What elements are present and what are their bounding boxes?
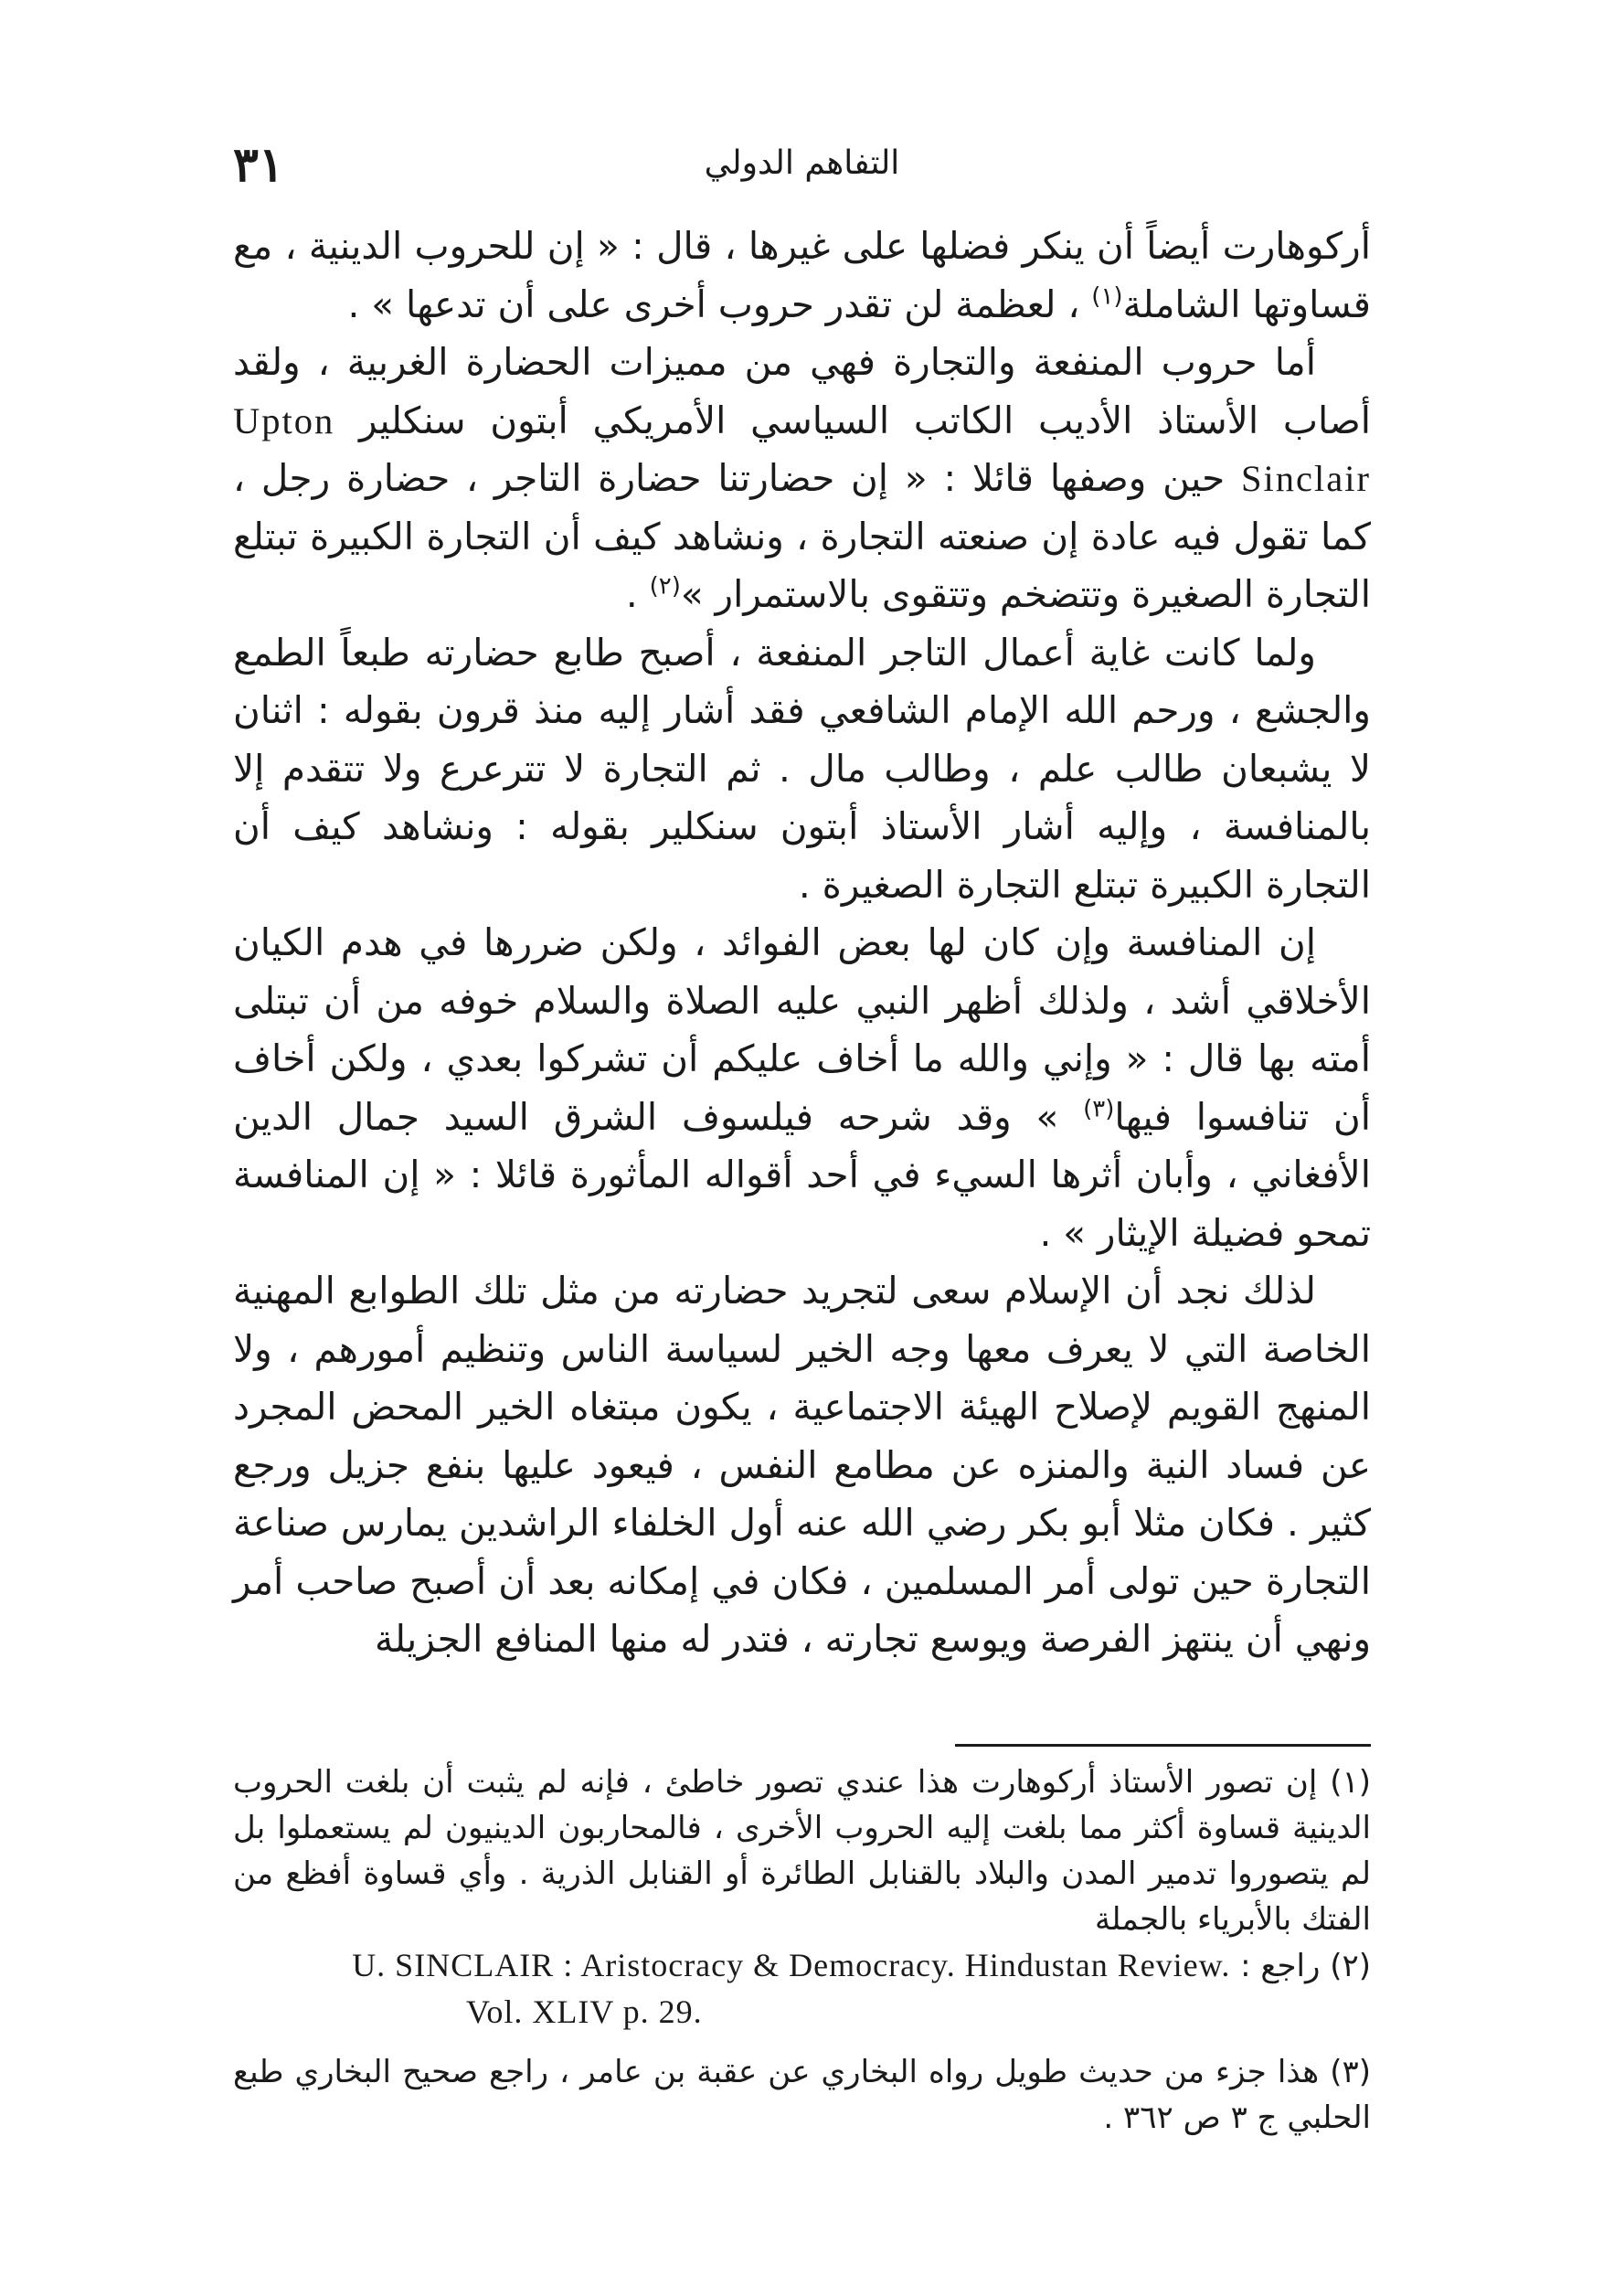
footnote-2-volume: Vol. XLIV p. 29. — [466, 1993, 703, 2030]
footnote-2 — [233, 1942, 1371, 1989]
footnote-2-label: (٢) راجع : — [1240, 1948, 1371, 1984]
footnote-ref-2: (٢) — [649, 572, 681, 601]
main-text — [233, 218, 1371, 1669]
paragraph-4-text-b: » وقد شرحه فيلسوف الشرق السيد جمال الدين الأفغاني ، وأبان أثرها السيء في أحد أقواله المأثورة قائلا : « إن المنافسة تمحو فضيلة الإيثار » . — [233, 1094, 1371, 1255]
paragraph-1 — [233, 218, 1371, 334]
paragraph-1-text-b: ، لعظمة لن تقدر حروب أخرى على أن تدعها » . — [347, 282, 1092, 326]
paragraph-5: لذلك نجد أن الإسلام سعى لتجريد حضارته من مثل تلك الطوابع المهنية الخاصة التي لا يعرف معها وجه الخير لسياسة الناس وتنظيم أمورهم ، ولا المنهج القويم لإصلاح الهيئة الاجتماعية ، يكون مبتغاه الخير المحض المجرد عن فساد النية والمنزه عن مطامع النفس ، فيعود عليها بنفع جزيل ورجع كثير . فكان مثلا أبو بكر رضي الله عنه أول الخلفاء الراشدين يمارس صناعة التجارة حين تولى أمر المسلمين ، فكان في إمكانه بعد أن أصبح صاحب أمر ونهي أن ينتهز الفرصة ويوسع تجارته ، فتدر له منها المنافع الجزيلة — [233, 1269, 1371, 1661]
footnote-ref-1: (١) — [1091, 282, 1123, 310]
paragraph-3: ولما كانت غاية أعمال التاجر المنفعة ، أصبح طابع حضارته طبعاً الطمع والجشع ، ورحم الله الإمام الشافعي فقد أشار إليه منذ قرون بقوله : اثنان لا يشبعان طالب علم ، وطالب مال . ثم التجارة لا تترعرع ولا تتقدم إلا بالمنافسة ، وإليه أشار الأستاذ أبتون سنكلير بقوله : ونشاهد كيف أن التجارة الكبيرة تبتلع التجارة الصغيرة . — [233, 630, 1371, 907]
paragraph-2 — [233, 334, 1371, 624]
latin-name-upton-sinclair: Upton Sinclair — [233, 399, 1371, 499]
footnote-ref-3: (٣) — [1083, 1095, 1115, 1122]
paragraph-2-text-b: حين وصفها قائلا : « إن حضارتنا حضارة التاجر ، حضارة رجل ، كما تقول فيه عادة إن صنعته التجارة ، ونشاهد كيف أن التجارة الكبيرة تبتلع التجارة الصغيرة وتتضخم وتتقوى بالاستمرار » — [233, 456, 1371, 616]
paragraph-2-text-a: أما حروب المنفعة والتجارة فهي من مميزات الحضارة الغربية ، ولقد أصاب الأستاذ الأديب الكاتب السياسي الأمريكي أبتون سنكلير — [233, 340, 1371, 442]
footnote-1: (١) إن تصور الأستاذ أركوهارت هذا عندي تصور خاطئ ، فإنه لم يثبت أن بلغت الحروب الدينية قساوة أكثر مما بلغت إليه الحروب الأخرى ، فالمحاربون الدينيون لم يستعملوا بل لم يتصوروا تدمير المدن والبلاد بالقنابل الطائرة أو القنابل الذرية . وأي قساوة أفظع من الفتك بالأبرياء بالجملة — [233, 1764, 1371, 1938]
footnote-2-source: U. SINCLAIR : Aristocracy & Democracy. Hindustan Review. — [352, 1947, 1231, 1983]
page-number: ٣١ — [233, 137, 284, 193]
footnote-3: (٣) هذا جزء من حديث طويل رواه البخاري عن عقبة بن عامر ، راجع صحيح البخاري طبع الحلبي ج ٣ ص ٣٦٢ . — [233, 2054, 1371, 2136]
paragraph-1-text-a: أركوهارت أيضاً أن ينكر فضلها على غيرها ، قال : « إن للحروب الدينية ، مع قساوتها الشاملة — [233, 224, 1371, 326]
footnote-divider — [955, 1744, 1371, 1747]
paragraph-4-text-a: إن المنافسة وإن كان لها بعض الفوائد ، ولكن ضررها في هدم الكيان الأخلاقي أشد ، ولذلك أظهر النبي عليه الصلاة والسلام خوفه من أن تبتلى أمته بها قال : « وإني والله ما أخاف عليكم أن تشركوا بعدي ، ولكن أخاف أن تنافسوا فيها — [233, 920, 1371, 1139]
footnotes — [233, 1759, 1371, 2141]
paragraph-4 — [233, 914, 1371, 1262]
running-title: التفاهم الدولي — [704, 144, 900, 182]
page-header — [233, 137, 1371, 201]
paragraph-2-text-c: . — [625, 572, 650, 616]
